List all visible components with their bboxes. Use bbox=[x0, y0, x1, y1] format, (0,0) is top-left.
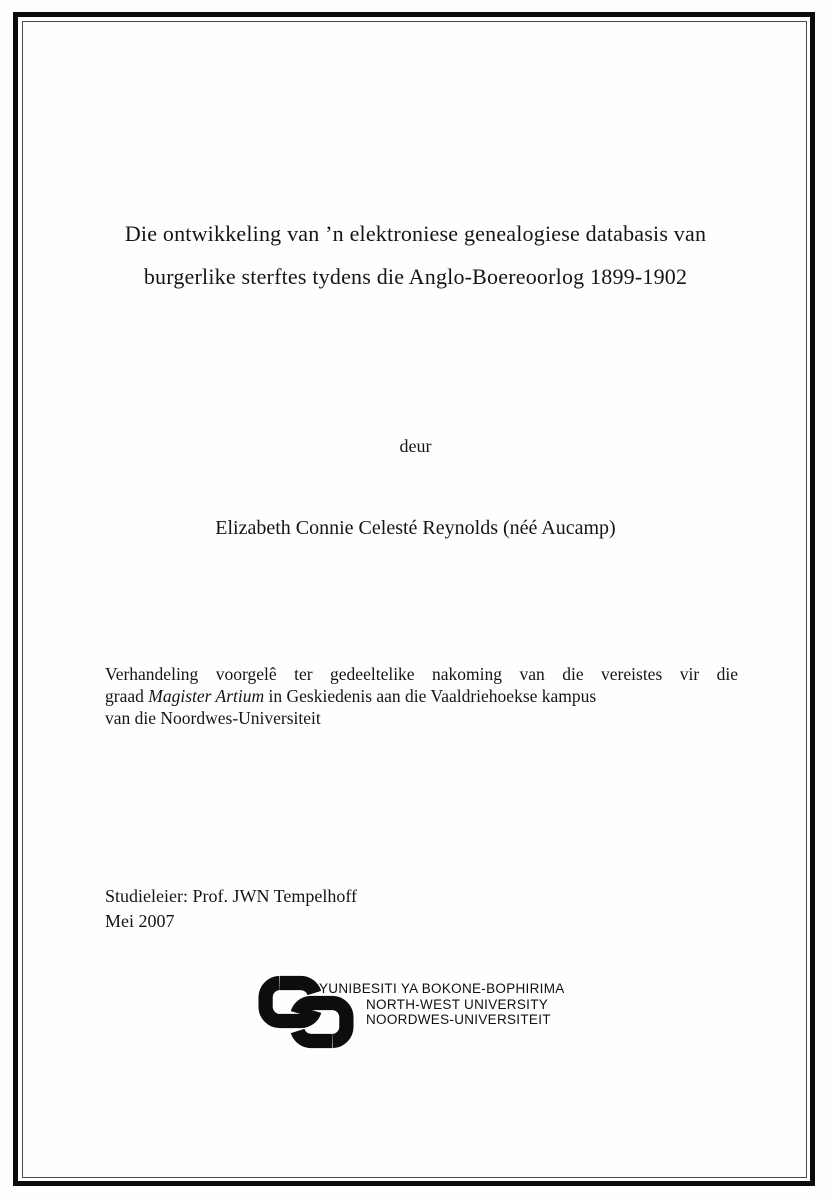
logo-line-english: NORTH-WEST UNIVERSITY bbox=[366, 996, 549, 1012]
submission-line-2 bbox=[105, 685, 738, 707]
submission-line-3: van die Noordwes-Universiteit bbox=[105, 708, 321, 728]
date-line: Mei 2007 bbox=[105, 911, 175, 931]
university-logo bbox=[258, 975, 588, 1055]
submission-statement bbox=[105, 663, 738, 729]
logo-line-setswana: YUNIBESITI YA BOKONE-BOPHIRIMA bbox=[319, 981, 565, 996]
byline-label: deur bbox=[399, 436, 432, 456]
submission-line-2-prefix: graad bbox=[105, 686, 149, 706]
submission-line-1: Verhandeling voorgelê ter gedeeltelike nakoming van die vereistes vir die bbox=[105, 664, 738, 684]
thesis-title bbox=[70, 212, 761, 298]
supervisor-line: Studieleier: Prof. JWN Tempelhoff bbox=[105, 886, 358, 906]
submission-line-2-suffix: in Geskiedenis aan die Vaaldriehoekse kampus bbox=[264, 686, 597, 706]
logo-line-afrikaans: NOORDWES-UNIVERSITEIT bbox=[366, 1012, 551, 1027]
degree-name-italic: Magister Artium bbox=[148, 686, 265, 706]
title-line-2: burgerlike sterftes tydens die Anglo-Boereoorlog 1899-1902 bbox=[143, 264, 688, 289]
logo-text bbox=[319, 981, 565, 1028]
supervisor-block bbox=[105, 884, 357, 934]
title-line-1: Die ontwikkeling van ’n elektroniese genealogiese databasis van bbox=[124, 221, 707, 246]
author-name: Elizabeth Connie Celesté Reynolds (néé Aucamp) bbox=[215, 517, 616, 539]
